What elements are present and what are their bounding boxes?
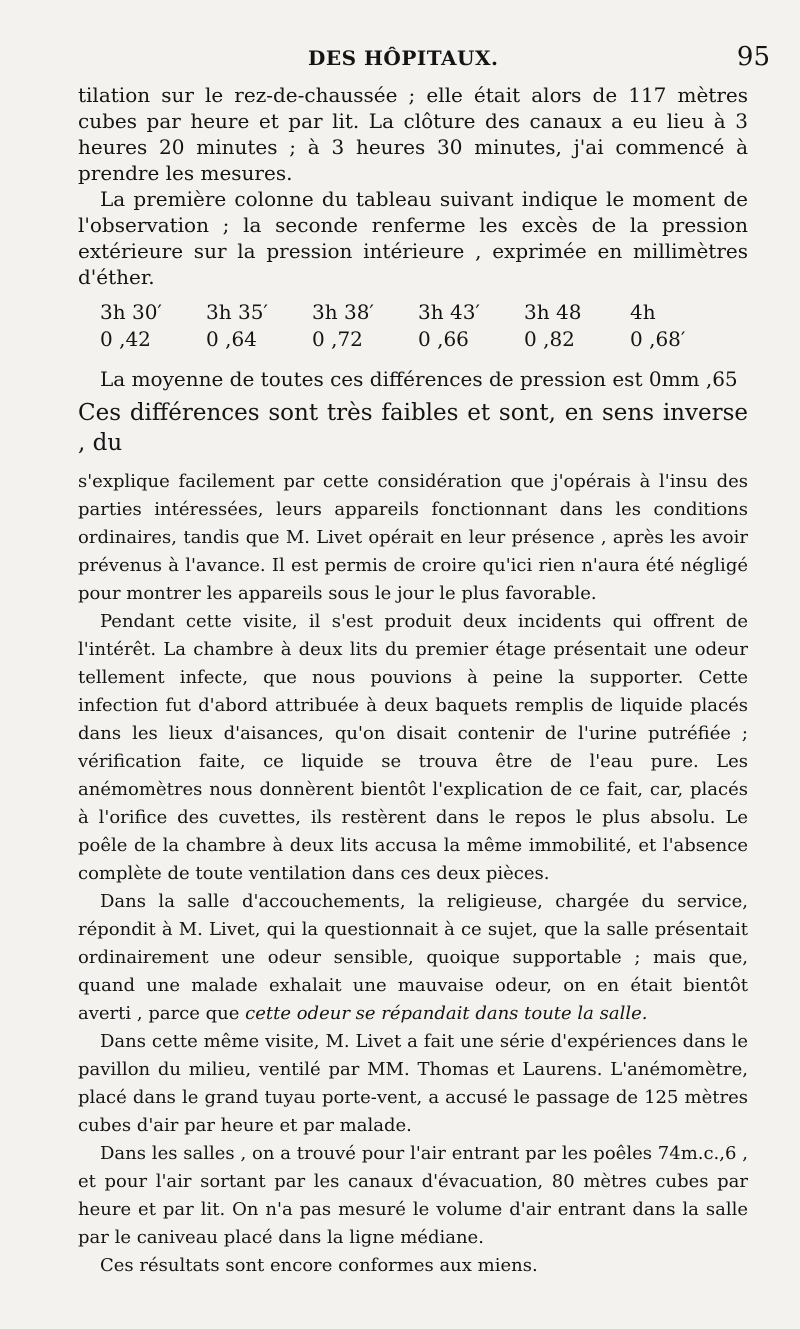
page-number: 95 (736, 42, 770, 72)
small-print-section (78, 468, 748, 1280)
paragraph-3: La moyenne de toutes ces différences de pression est 0mm ,65 (100, 367, 738, 391)
body-text (78, 82, 748, 1280)
table-cell-value: 0 ,68′ (630, 327, 686, 351)
paragraph-7 (78, 888, 748, 1028)
paragraph-6: Pendant cette visite, il s'est produit deux incidents qui offrent de l'intérêt. La chambre à deux lits du premier étage présentait une odeur tellement infecte, que nous pouvions à peine la supporter. Cette infection fut d'abord attribuée à deux baquets remplis de liquide placés dans les lieux d'aisances, qu'on disait contenir de l'urine putréfiée ; vérification faite, ce liquide se trouva être de l'eau pure. Les anémomètres nous donnèrent bientôt l'explication de ce fait, car, placés à l'orifice des cuvettes, ils restèrent dans le repos le plus absolu. Le poêle de la chambre à deux lits accusa la même immobilité, et l'absence complète de toute ventilation dans ces deux pièces. (78, 611, 748, 884)
paragraph-7-text: Dans la salle d'accouchements, la religieuse, chargée du service, répondit à M. Livet, qui la questionnait à ce sujet, que la salle présentait ordinairement une odeur sensible, quoique supportable ; mais que, quand une malade exhalait une mauvaise odeur, on en était bientôt averti , parce que (78, 891, 748, 1024)
table-row-times (100, 300, 736, 327)
table-cell-time: 3h 43′ (418, 300, 480, 324)
paragraph-5: s'explique facilement par cette considération que j'opérais à l'insu des parties intéressées, leurs appareils fonctionnant dans les conditions ordinaires, tandis que M. Livet opérait en leur présence , après les avoir prévenus à l'avance. Il est permis de croire qu'ici rien n'aura été négligé pour montrer les appareils sous le jour le plus favorable. (78, 471, 748, 604)
table-cell-time: 3h 35′ (206, 300, 268, 324)
table-cell-value: 0 ,64 (206, 327, 257, 351)
table-cell-time: 4h (630, 300, 656, 324)
paragraph-1: tilation sur le rez-de-chaussée ; elle était alors de 117 mètres cubes par heure et par lit. La clôture des canaux a eu lieu à 3 heures 20 minutes ; à 3 heures 30 minutes, j'ai commencé à prendre les mesures. (78, 83, 748, 185)
table-cell-time: 3h 48 (524, 300, 582, 324)
paragraph-4: Ces différences sont très faibles et sont, en sens inverse , du (78, 400, 748, 456)
running-title: DES HÔPITAUX. (308, 46, 499, 70)
table-cell-value: 0 ,72 (312, 327, 363, 351)
table-cell-time: 3h 30′ (100, 300, 162, 324)
table-cell-value: 0 ,42 (100, 327, 151, 351)
pressure-table (100, 300, 736, 354)
page-header (78, 42, 770, 76)
paragraph-8: Dans cette même visite, M. Livet a fait une série d'expériences dans le pavillon du milieu, ventilé par MM. Thomas et Laurens. L'anémomètre, placé dans le grand tuyau porte-vent, a accusé le passage de 125 mètres cubes d'air par heure et par malade. (78, 1031, 748, 1136)
paragraph-7-italic: cette odeur se répandait dans toute la salle. (245, 1003, 648, 1024)
table-cell-value: 0 ,82 (524, 327, 575, 351)
paragraph-9: Dans les salles , on a trouvé pour l'air entrant par les poêles 74m.c.,6 , et pour l'air sortant par les canaux d'évacuation, 80 mètres cubes par heure et par lit. On n'a pas mesuré le volume d'air entrant dans la salle par le caniveau placé dans la ligne médiane. (78, 1143, 748, 1248)
table-cell-value: 0 ,66 (418, 327, 469, 351)
paragraph-10: Ces résultats sont encore conformes aux miens. (100, 1255, 538, 1276)
table-row-values (100, 327, 736, 354)
paragraph-2: La première colonne du tableau suivant indique le moment de l'observation ; la seconde renferme les excès de la pression extérieure sur la pression intérieure , exprimée en millimètres d'éther. (78, 187, 748, 289)
table-cell-time: 3h 38′ (312, 300, 374, 324)
